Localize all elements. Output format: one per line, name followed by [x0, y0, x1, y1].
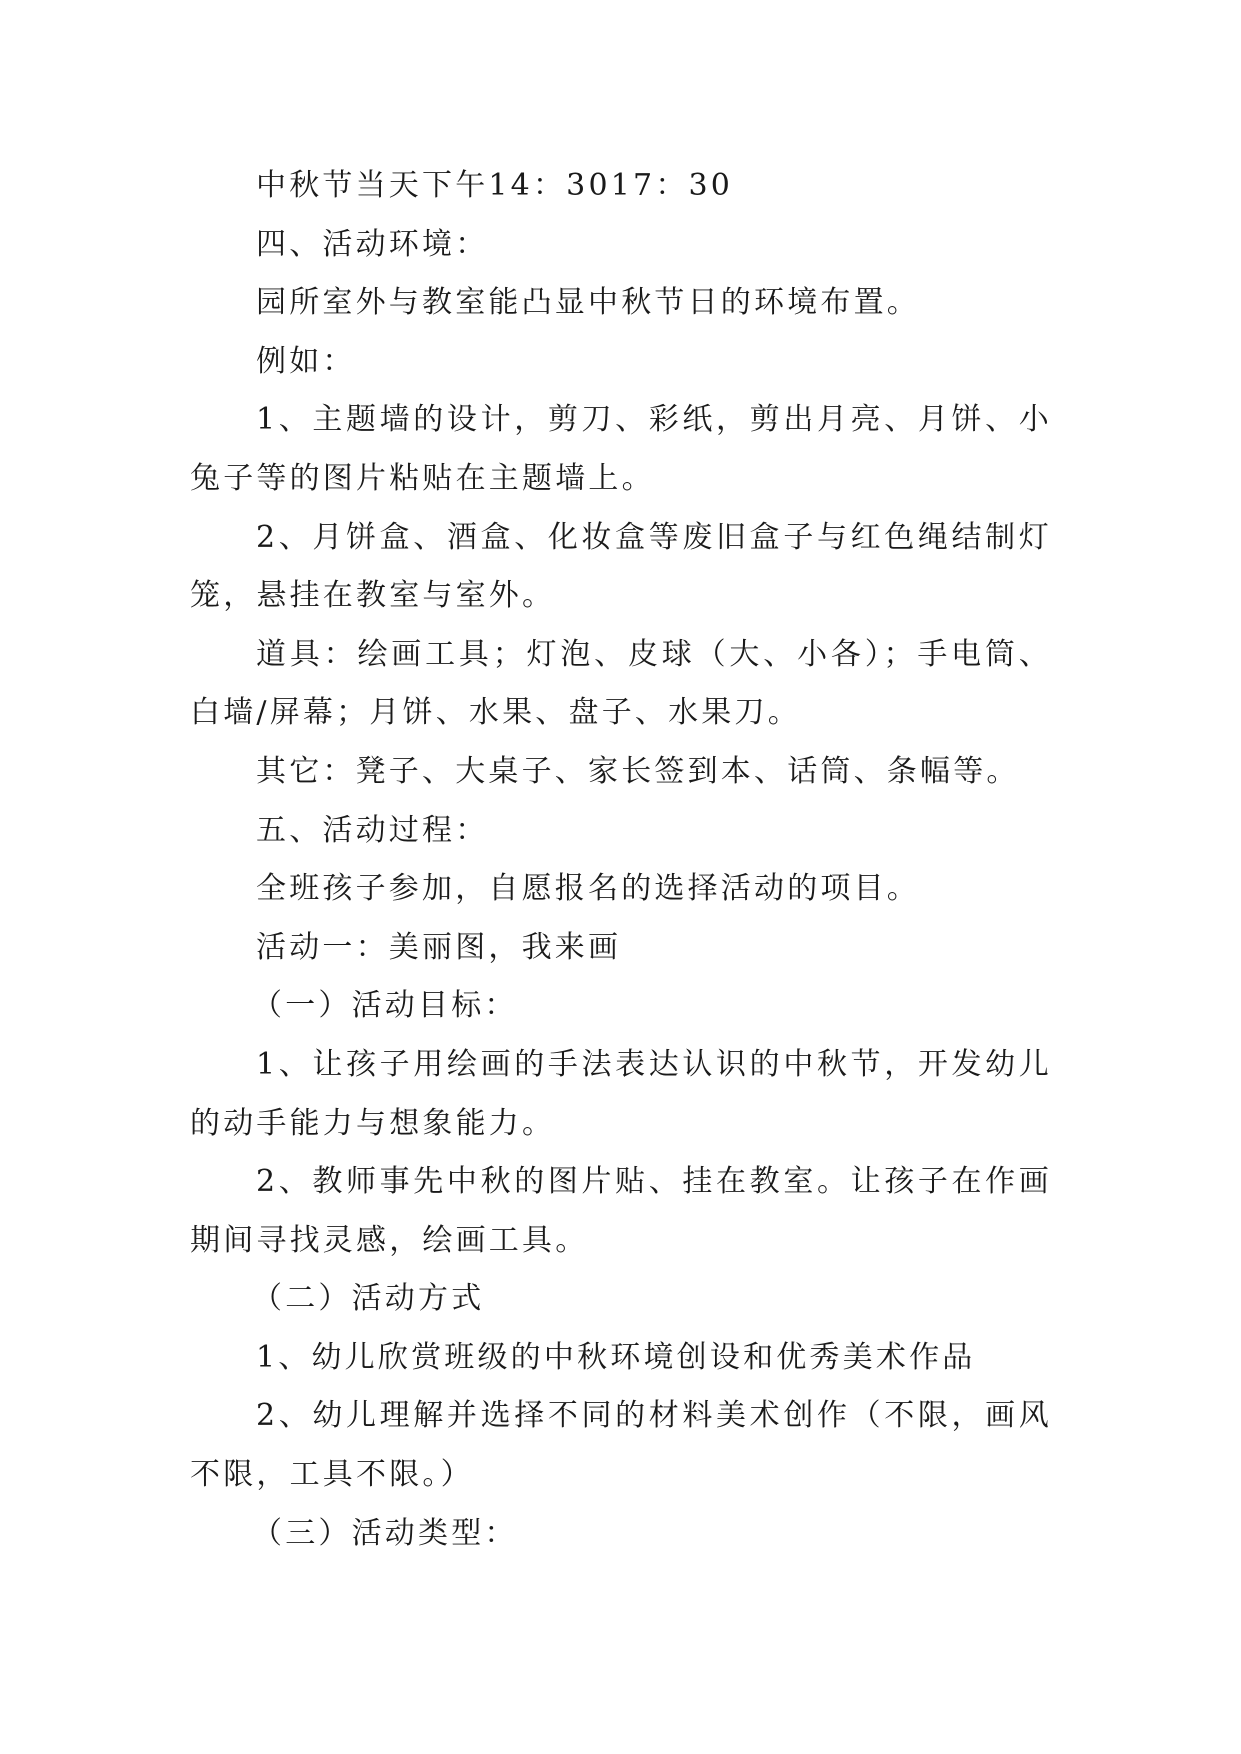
paragraph-method-two: 2、幼儿理解并选择不同的材料美术创作（不限，画风不限，工具不限。） [190, 1398, 1052, 1493]
heading-activity-method: （二）活动方式 [252, 1281, 485, 1317]
paragraph-participation: 全班孩子参加，自愿报名的选择活动的项目。 [256, 871, 920, 907]
paragraph-environment: 园所室外与教室能凸显中秋节日的环境布置。 [256, 285, 920, 321]
document-body [190, 157, 1052, 1563]
paragraph-theme-wall: 1、主题墙的设计，剪刀、彩纸，剪出月亮、月饼、小兔子等的图片粘贴在主题墙上。 [190, 402, 1052, 496]
paragraph-example: 例如： [256, 343, 356, 379]
paragraph-time: 中秋节当天下午14：3017：30 [256, 168, 734, 203]
paragraph-goal-one: 1、让孩子用绘画的手法表达认识的中秋节，开发幼儿的动手能力与想象能力。 [190, 1046, 1052, 1141]
paragraph-lanterns: 2、月饼盒、酒盒、化妆盒等废旧盒子与红色绳结制灯笼，悬挂在教室与室外。 [190, 519, 1052, 614]
paragraph-props: 道具：绘画工具；灯泡、皮球（大、小各）；手电筒、白墙/屏幕；月饼、水果、盘子、水果刀。 [190, 636, 1052, 731]
heading-activity-goals: （一）活动目标： [252, 988, 518, 1024]
heading-activity-type: （三）活动类型： [252, 1515, 518, 1551]
heading-activity-process: 五、活动过程： [256, 812, 489, 848]
heading-activity-environment: 四、活动环境： [256, 226, 489, 262]
heading-activity-one: 活动一：美丽图，我来画 [256, 929, 622, 965]
paragraph-method-one: 1、幼儿欣赏班级的中秋环境创设和优秀美术作品 [256, 1339, 976, 1375]
paragraph-others: 其它：凳子、大桌子、家长签到本、话筒、条幅等。 [256, 753, 1020, 789]
paragraph-goal-two: 2、教师事先中秋的图片贴、挂在教室。让孩子在作画期间寻找灵感，绘画工具。 [190, 1164, 1052, 1258]
